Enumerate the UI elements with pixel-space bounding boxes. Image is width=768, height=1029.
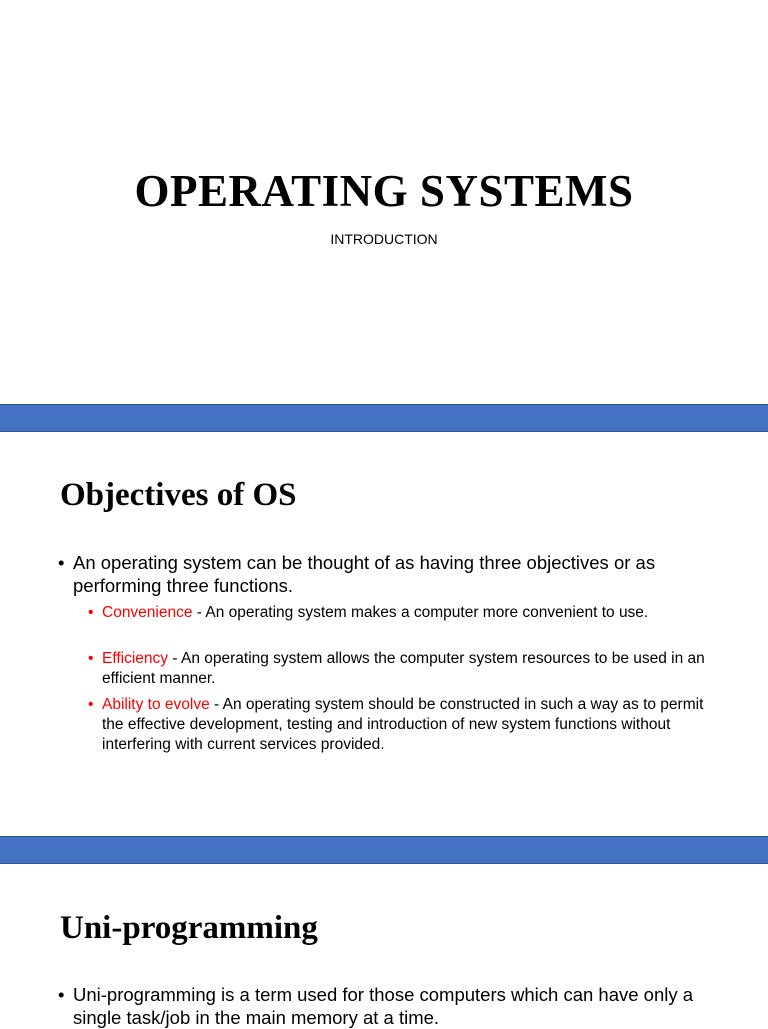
slide-objectives (0, 432, 768, 836)
term-label: Convenience (102, 604, 193, 621)
slide-heading: Objectives of OS (60, 477, 297, 513)
slide-divider (0, 836, 768, 864)
presentation-subtitle: INTRODUCTION (330, 231, 438, 247)
term-label: Ability to evolve (102, 696, 210, 713)
slide-title (0, 0, 768, 404)
bullet-point: • An operating system can be thought of as having three objectives or as performing three functions. (58, 551, 708, 597)
term-description: - An operating system should be constructed in such a way as to permit the effective development, testing and introduction of new system functions without interfering with current services provided. (102, 696, 704, 753)
slide-heading: Uni-programming (60, 910, 318, 946)
presentation-title: OPERATING SYSTEMS (134, 166, 634, 216)
sub-bullet-efficiency (88, 649, 718, 689)
slide-divider (0, 404, 768, 432)
slide-uni-programming (0, 864, 768, 1028)
sub-bullet-convenience (88, 603, 718, 623)
sub-bullet-ability-to-evolve (88, 695, 718, 755)
term-label: Efficiency (102, 650, 169, 667)
bullet-point: • Uni-programming is a term used for those computers which can have only a single task/job in the main memory at a time. (58, 983, 708, 1029)
term-description: - An operating system makes a computer more convenient to use. (192, 604, 649, 621)
term-description: - An operating system allows the computer system resources to be used in an efficient manner. (102, 650, 705, 687)
